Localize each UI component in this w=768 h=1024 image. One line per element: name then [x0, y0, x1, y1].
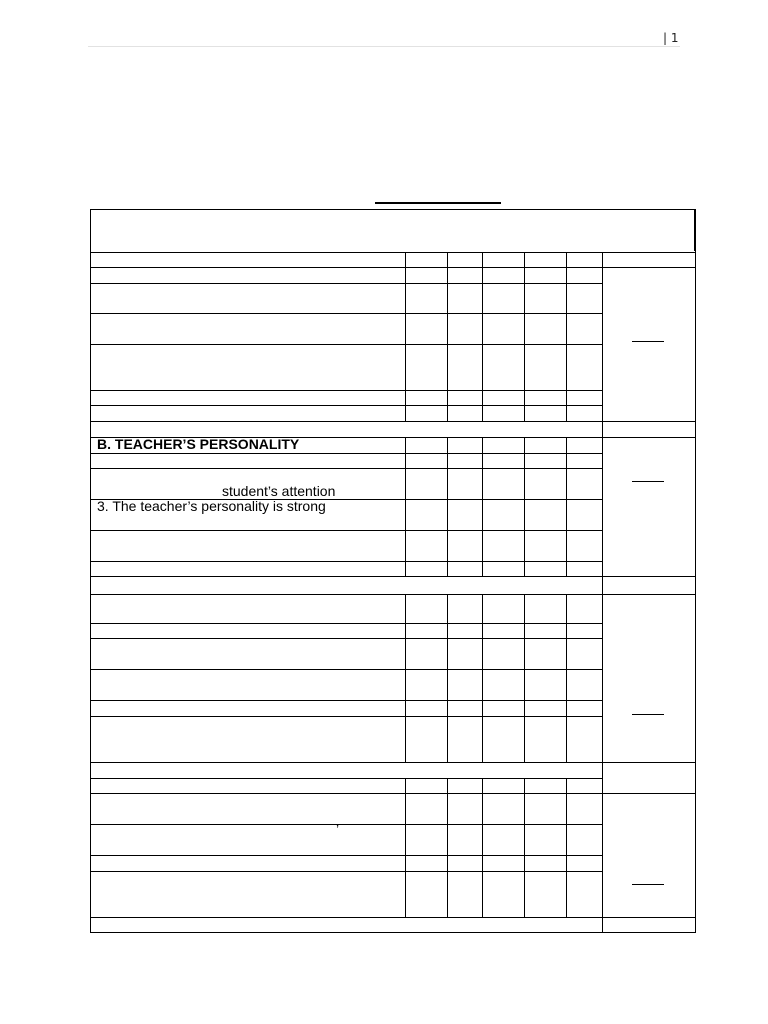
table-column-rule: [566, 778, 567, 917]
table-column-rule: [405, 252, 406, 421]
section-b-title: B. TEACHER’S PERSONALITY: [97, 436, 300, 452]
table-row-rule: [90, 252, 696, 253]
score-blank-line: [632, 714, 664, 715]
table-right-border: [695, 209, 696, 933]
section-b-item2-text: student’s attention: [222, 483, 336, 499]
score-blank-line: [632, 884, 664, 885]
table-row-rule: [90, 793, 696, 794]
table-column-rule: [524, 778, 525, 917]
score-blank-line: [632, 481, 664, 482]
table-row-rule: [90, 716, 603, 717]
title-underline: [375, 202, 501, 204]
table-row-rule: [90, 638, 603, 639]
table-column-rule: [482, 437, 483, 576]
table-column-rule: [405, 594, 406, 762]
header-rule: [88, 46, 680, 47]
table-column-rule: [524, 437, 525, 576]
table-column-rule: [447, 437, 448, 576]
table-column-rule: [566, 437, 567, 576]
score-column-rule: [602, 421, 603, 576]
table-row-rule: [90, 824, 603, 825]
table-row-rule: [90, 576, 696, 577]
table-row-rule: [90, 855, 603, 856]
table-column-rule: [482, 594, 483, 762]
table-column-rule: [566, 594, 567, 762]
table-column-rule: [405, 778, 406, 917]
table-row-rule: [90, 561, 603, 562]
table-row-rule: [90, 405, 603, 406]
table-row-rule: [90, 594, 696, 595]
table-row-rule: [90, 871, 603, 872]
score-blank-line: [632, 341, 664, 342]
table-row-rule: [90, 917, 696, 918]
table-column-rule: [524, 594, 525, 762]
table-row-rule: [90, 421, 696, 422]
stray-apostrophe: ’: [336, 821, 340, 837]
table-column-rule: [447, 594, 448, 762]
score-column-rule: [602, 917, 603, 933]
table-row-rule: [90, 762, 696, 763]
table-column-rule: [524, 252, 525, 421]
form-header-box: [90, 209, 695, 251]
table-row-rule: [90, 453, 603, 454]
table-row-rule: [90, 313, 603, 314]
table-row-rule: [90, 468, 603, 469]
score-column-rule: [602, 762, 603, 933]
table-row-rule: [90, 267, 696, 268]
score-column-rule: [602, 252, 603, 421]
table-column-rule: [482, 778, 483, 917]
table-column-rule: [447, 778, 448, 917]
table-column-rule: [447, 252, 448, 421]
section-b-item3-text: 3. The teacher’s personality is strong: [97, 498, 326, 514]
score-column-rule: [602, 576, 603, 762]
table-row-rule: [90, 390, 603, 391]
table-row-rule: [90, 700, 603, 701]
table-row-rule: [90, 530, 603, 531]
page-number: | 1: [663, 31, 679, 45]
table-column-rule: [482, 252, 483, 421]
table-bottom-border: [90, 932, 696, 933]
table-row-rule: [90, 344, 603, 345]
table-row-rule: [90, 669, 603, 670]
table-column-rule: [405, 437, 406, 576]
table-row-rule: [90, 623, 603, 624]
table-row-rule: [90, 283, 603, 284]
table-column-rule: [566, 252, 567, 421]
table-row-rule: [90, 778, 603, 779]
